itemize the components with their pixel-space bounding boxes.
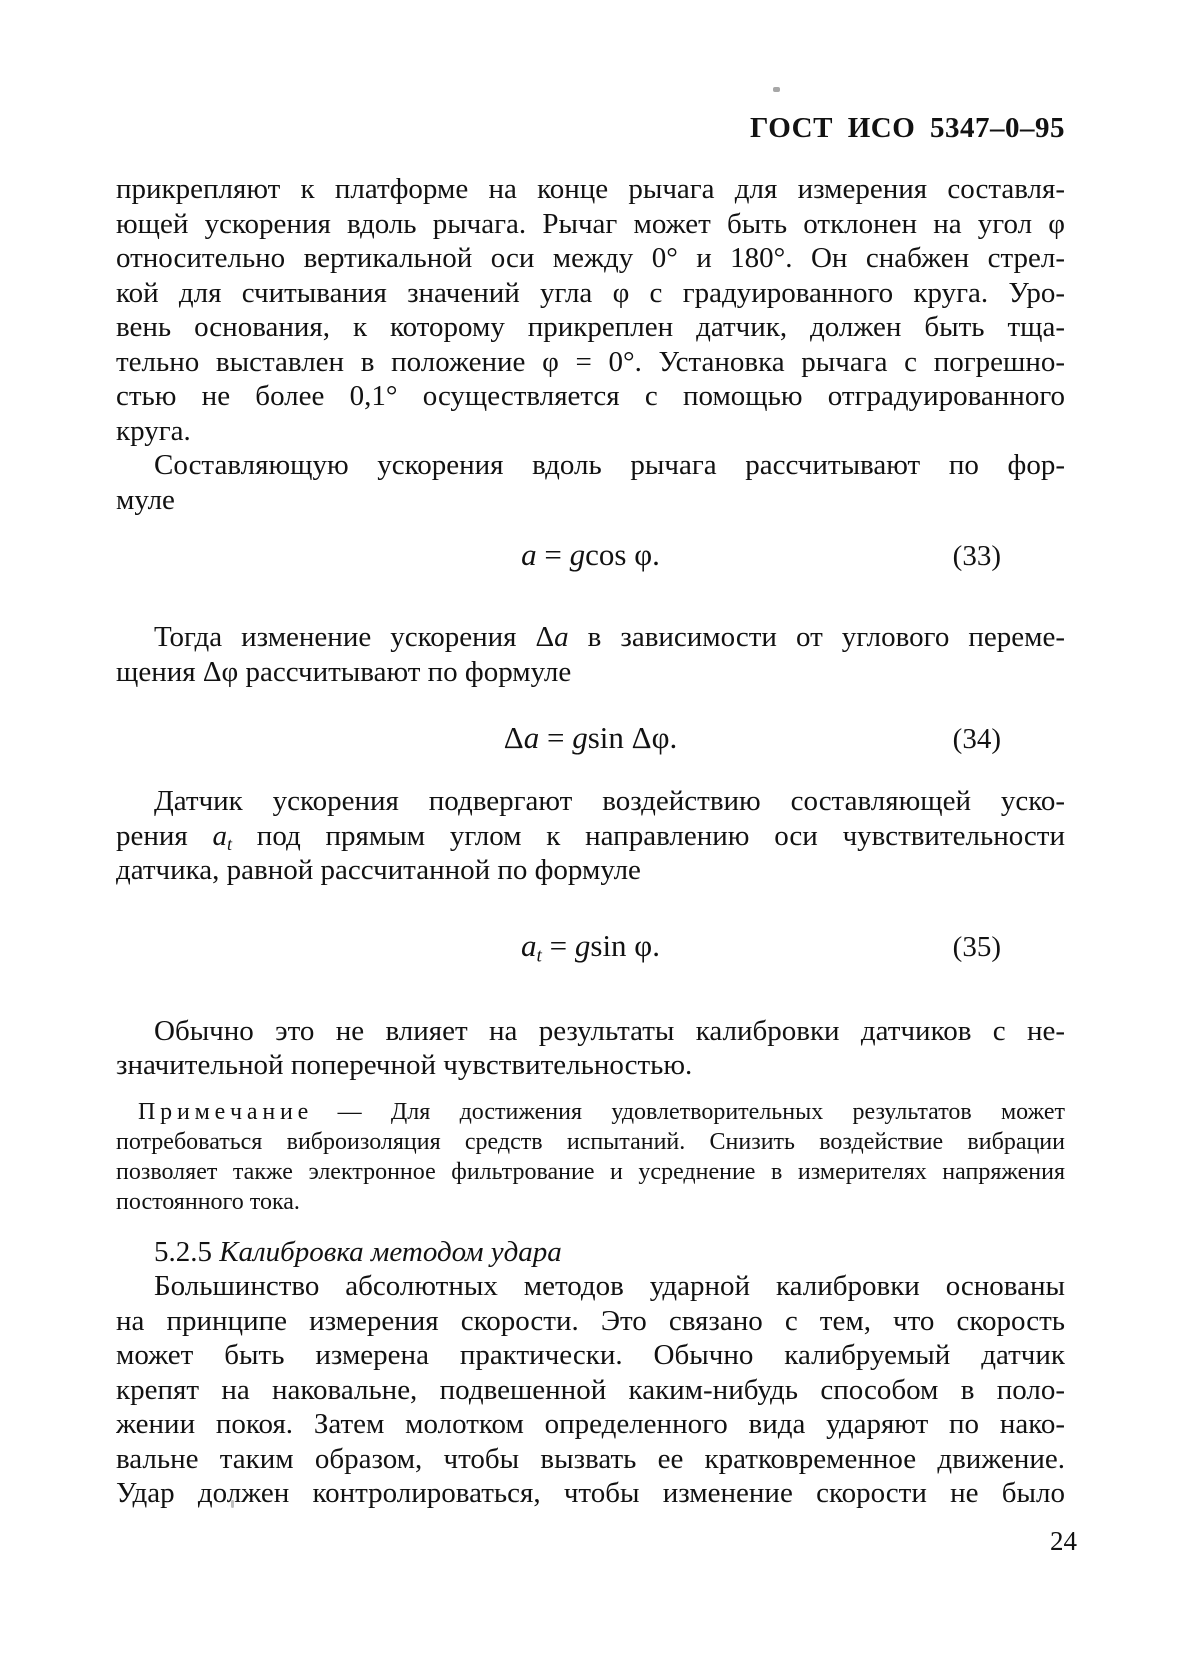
- paragraph-transverse-sensitivity: [116, 1014, 1065, 1083]
- text-segment: в зависимости от углового переме-: [568, 621, 1065, 653]
- text-segment: потребоваться виброизоляция средств испытаний. Снизить воздействие вибрации: [116, 1128, 1065, 1155]
- text-segment: Тогда изменение ускорения Δ: [154, 621, 555, 653]
- paragraph-continuation: [116, 172, 1065, 448]
- text-segment: Δ: [503, 720, 524, 755]
- note-block: [116, 1097, 1065, 1217]
- section-heading-5-2-5: [116, 1235, 1065, 1270]
- text-segment: a: [554, 621, 569, 653]
- text-line: [116, 655, 1065, 690]
- text-segment: Удар должен контролироваться, чтобы изменение скорости не было: [116, 1477, 1065, 1509]
- text-line: [116, 819, 1065, 854]
- text-segment: 5.2.5: [154, 1235, 220, 1268]
- text-line: [116, 1442, 1065, 1477]
- text-line: [116, 310, 1065, 345]
- formula-35-expression: [521, 927, 660, 966]
- paragraph-shock-calibration: [116, 1269, 1065, 1511]
- formula-33-expression: [521, 537, 660, 572]
- formula-33: [116, 537, 1065, 573]
- text-segment: позволяет также электронное фильтрование и усреднение в измерителях напряжения: [116, 1158, 1065, 1185]
- text-line: [116, 1338, 1065, 1373]
- text-segment: g: [574, 927, 591, 963]
- text-segment: cos φ.: [585, 537, 660, 572]
- text-line: [116, 853, 1065, 888]
- text-segment: =: [541, 927, 575, 963]
- text-segment: sin Δφ.: [587, 720, 678, 755]
- text-segment: Обычно это не влияет на результаты калибровки датчиков с не-: [154, 1014, 1065, 1047]
- text-segment: П р и м е ч а н и е — Для достижения удовлетворительных результатов может: [138, 1098, 1065, 1125]
- text-segment: Калибровка методом удара: [219, 1235, 562, 1268]
- page-number: 24: [1050, 1526, 1077, 1556]
- text-line: [116, 1407, 1065, 1442]
- text-line: [116, 1373, 1065, 1408]
- text-segment: Большинство абсолютных методов ударной калибровки основаны: [154, 1270, 1065, 1302]
- text-segment: Датчик ускорения подвергают воздействию составляющей уско-: [154, 785, 1065, 817]
- text-segment: вень основания, к которому прикреплен датчик, должен быть тща-: [116, 311, 1065, 343]
- text-line: [116, 1127, 1065, 1157]
- text-line: [116, 784, 1065, 819]
- text-segment: крепят на наковальне, подвешенной каким-нибудь способом в поло-: [116, 1373, 1065, 1406]
- text-segment: =: [539, 720, 573, 755]
- text-line: [116, 1269, 1065, 1304]
- text-line: [116, 620, 1065, 655]
- paragraph-formula-35-intro: [116, 784, 1065, 888]
- text-segment: тельно выставлен в положение φ = 0°. Установка рычага с погрешно-: [116, 345, 1065, 378]
- text-segment: a: [523, 720, 540, 755]
- text-line: [116, 448, 1065, 483]
- text-segment: g: [572, 720, 588, 755]
- text-line: [116, 207, 1065, 242]
- text-line: [116, 1048, 1065, 1083]
- text-segment: на принципе измерения скорости. Это связано с тем, что скорость: [116, 1304, 1065, 1337]
- text-line: [116, 1097, 1065, 1127]
- text-line: [116, 483, 1065, 518]
- text-line: [116, 345, 1065, 380]
- formula-34-expression: [504, 720, 677, 755]
- text-line: [116, 414, 1065, 449]
- page-content: [116, 0, 1065, 1511]
- formula-35-number: (35): [952, 930, 1001, 963]
- text-line: [116, 1235, 1065, 1270]
- paragraph-formula-33-intro: [116, 448, 1065, 517]
- formula-34-number: (34): [952, 723, 1001, 755]
- text-segment: прикрепляют к платформе на конце рычага для измерения составля-: [116, 173, 1065, 205]
- text-segment: вальне таким образом, чтобы вызвать ее кратковременное движение.: [116, 1442, 1065, 1475]
- text-line: [116, 1304, 1065, 1339]
- text-segment: ющей ускорения вдоль рычага. Рычаг может быть отклонен на угол φ: [116, 207, 1065, 240]
- text-line: [116, 276, 1065, 311]
- formula-35: [116, 928, 1065, 964]
- text-segment: под прямым углом к направлению оси чувствительности: [232, 819, 1065, 852]
- text-segment: щения Δφ рассчитывают по формуле: [116, 655, 572, 688]
- formula-34: [116, 720, 1065, 756]
- text-segment: a: [521, 927, 537, 963]
- text-segment: постоянного тока.: [116, 1188, 300, 1215]
- text-segment: круга.: [116, 414, 191, 447]
- text-segment: кой для считывания значений угла φ с градуированного круга. Уро-: [116, 276, 1065, 309]
- text-segment: sin φ.: [590, 927, 660, 963]
- text-segment: a: [212, 819, 228, 852]
- text-segment: t: [536, 944, 542, 966]
- text-segment: жении покоя. Затем молотком определенного вида ударяют по нако-: [116, 1408, 1065, 1440]
- text-segment: муле: [116, 483, 175, 516]
- text-line: [116, 1187, 1065, 1217]
- text-segment: t: [227, 833, 233, 853]
- text-segment: =: [536, 537, 570, 572]
- text-line: [116, 1014, 1065, 1049]
- text-line: [116, 241, 1065, 276]
- text-line: [116, 1476, 1065, 1511]
- text-segment: стью не более 0,1° осуществляется с помощью отградуированного: [116, 380, 1065, 412]
- text-line: [116, 172, 1065, 207]
- text-segment: рения: [116, 819, 213, 852]
- text-segment: Составляющую ускорения вдоль рычага рассчитывают по фор-: [154, 449, 1065, 481]
- text-segment: a: [521, 537, 537, 572]
- document-designation: ГОСТ ИСО 5347–0–95: [750, 112, 1065, 144]
- text-segment: может быть измерена практически. Обычно калибруемый датчик: [116, 1339, 1065, 1371]
- text-line: [116, 379, 1065, 414]
- text-segment: датчика, равной рассчитанной по формуле: [116, 854, 641, 886]
- text-segment: значительной поперечной чувствительностью.: [116, 1049, 693, 1081]
- text-segment: g: [569, 537, 586, 572]
- formula-33-number: (33): [952, 540, 1001, 572]
- text-line: [116, 1157, 1065, 1187]
- paragraph-formula-34-intro: [116, 620, 1065, 689]
- text-segment: относительно вертикальной оси между 0° и 180°. Он снабжен стрел-: [116, 242, 1065, 274]
